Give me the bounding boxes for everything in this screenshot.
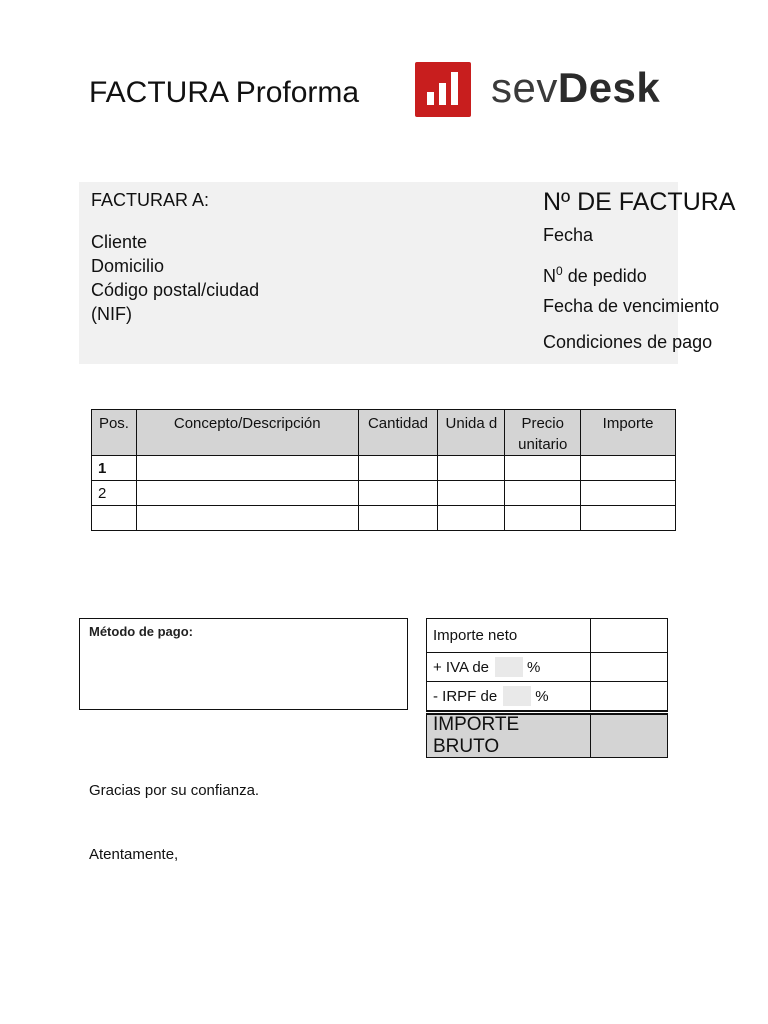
client-tax-id: (NIF) [91, 304, 132, 324]
col-header-unit: Unida d [438, 410, 505, 456]
bill-to-heading: FACTURAR A: [91, 190, 210, 210]
cell-unit-price [505, 481, 581, 506]
cell-description [136, 456, 358, 481]
irpf-percent-sign: % [535, 687, 549, 705]
cell-description [136, 506, 358, 531]
items-header-row [92, 410, 676, 456]
invoice-fields [543, 224, 719, 366]
iva-percent-field [495, 657, 523, 677]
cell-description [136, 481, 358, 506]
client-name: Cliente [91, 232, 148, 252]
cell-unit [438, 481, 505, 506]
col-header-pos: Pos. [92, 410, 137, 456]
net-amount-label: Importe neto [426, 618, 591, 653]
cell-quantity [358, 456, 438, 481]
cell-unit [438, 506, 505, 531]
net-amount-row [426, 618, 668, 653]
cell-quantity [358, 481, 438, 506]
client-postal-city: Código postal/ciudad [91, 280, 260, 300]
irpf-row [426, 681, 668, 711]
gross-amount-row [426, 714, 668, 758]
payment-terms-label: Condiciones de pago [543, 331, 713, 352]
totals-table [426, 618, 668, 758]
cell-quantity [358, 506, 438, 531]
cell-amount [581, 506, 676, 531]
cell-unit-price [505, 456, 581, 481]
document-title: FACTURA Proforma [89, 76, 360, 109]
iva-percent-sign: % [527, 658, 541, 676]
cell-pos: 2 [92, 481, 137, 506]
cell-amount [581, 456, 676, 481]
client-details [91, 230, 259, 326]
sevdesk-logo [415, 62, 695, 118]
thanks-text: Gracias por su confianza. [89, 782, 260, 799]
iva-value [590, 652, 668, 682]
col-header-quantity: Cantidad [358, 410, 438, 456]
col-header-amount: Importe [581, 410, 676, 456]
col-header-unit-price: Precio unitario [505, 410, 581, 456]
cell-pos [92, 506, 137, 531]
irpf-prefix: - IRPF de [433, 687, 498, 705]
cell-unit-price [505, 506, 581, 531]
closing-text: Atentamente, [89, 846, 179, 863]
client-address: Domicilio [91, 256, 165, 276]
iva-prefix: + IVA de [433, 658, 490, 676]
irpf-value [590, 681, 668, 711]
invoice-number-label: Nº DE FACTURA [543, 188, 736, 216]
bar-chart-icon [415, 62, 471, 117]
col-header-description: Concepto/Descripción [136, 410, 358, 456]
items-table [91, 409, 676, 531]
iva-label [426, 652, 591, 682]
payment-method-label: Método de pago: [89, 624, 193, 639]
due-date-label: Fecha de vencimiento [543, 296, 720, 316]
payment-method-box [79, 618, 408, 710]
table-row [92, 481, 676, 506]
irpf-percent-field [503, 686, 531, 706]
order-number-label: $N^0$ de pedido [543, 263, 647, 286]
net-amount-value [590, 618, 668, 653]
table-row [92, 506, 676, 531]
cell-unit [438, 456, 505, 481]
gross-amount-value [590, 714, 668, 758]
logo-text-light: sev [491, 64, 558, 111]
irpf-label [426, 681, 591, 711]
cell-amount [581, 481, 676, 506]
gross-amount-label: IMPORTE BRUTO [426, 714, 591, 758]
iva-row [426, 652, 668, 682]
table-row [92, 456, 676, 481]
logo-text-bold: Desk [557, 64, 661, 111]
invoice-date-label: Fecha [543, 225, 594, 245]
cell-pos: 1 [92, 456, 137, 481]
